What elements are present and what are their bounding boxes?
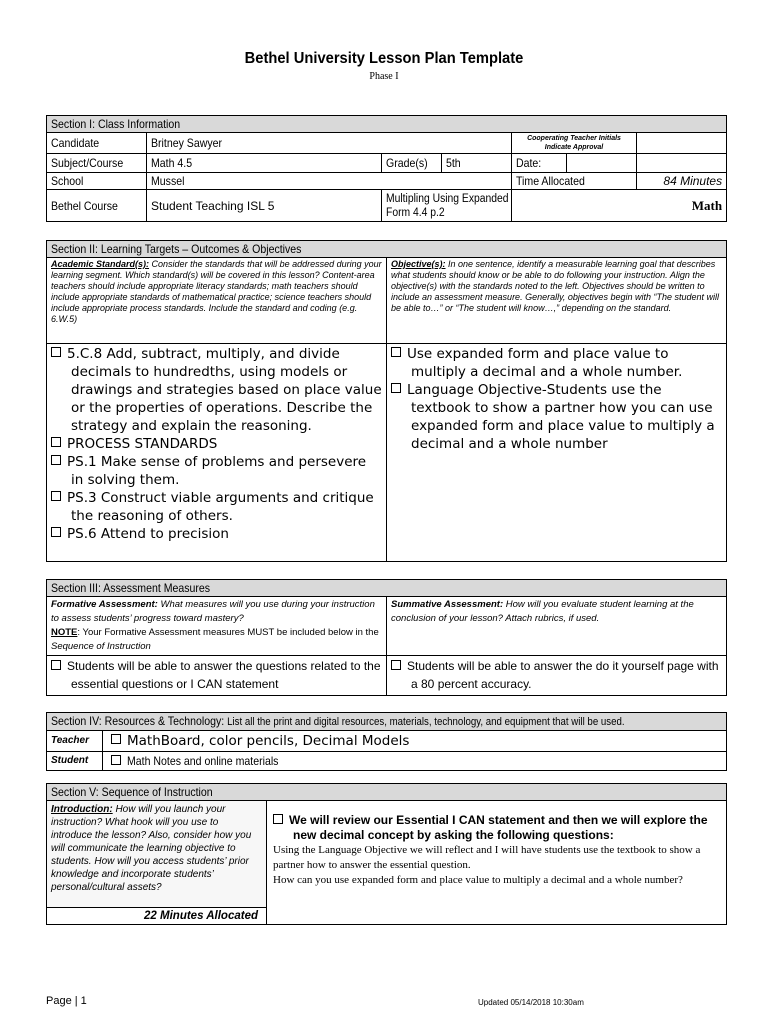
checkbox-icon <box>51 527 61 537</box>
class-info-table <box>46 115 727 222</box>
list-item: Use expanded form and place value to multiply a decimal and a whole number. <box>391 345 722 381</box>
date-label: Date: <box>512 154 567 173</box>
introduction-statement: We will review our Essential I CAN statement and then we will explore the new decimal concept by asking the following questions: <box>273 813 720 843</box>
student-label: Student <box>47 752 103 771</box>
section-5-heading: Section V: Sequence of Instruction <box>47 784 727 801</box>
section-4-heading: Section IV: Resources & Technology: List all the print and digital resources, materials, technology, and equipment that will be used. <box>47 713 727 731</box>
time-label: Time Allocated <box>512 173 637 190</box>
summative-prompt: Summative Assessment: How will you evaluate student learning at the conclusion of your lesson? Attach rubrics, if used. <box>387 597 727 656</box>
resources-table <box>46 712 727 771</box>
list-item: PS.6 Attend to precision <box>51 525 382 543</box>
standards-prompt: Academic Standard(s): Consider the standards that will be addressed during your learning segment. Which standard(s) will be covered in this lesson? Content-area teachers should include appropriate literacy standards; math teachers should include appropriate standards of mathematical practice; science teachers should include appropriate process standards. Include the standard and coding (e.g. 6.W.5) <box>47 258 387 344</box>
formative-prompt: Formative Assessment: What measures will you use during your instruction to assess students’ progress toward mastery? NOTE: Your Formative Assessment measures MUST be included below in the Sequence of Instruction <box>47 597 387 656</box>
cooperating-teacher-initials <box>637 133 727 154</box>
school-value: Mussel <box>147 173 512 190</box>
standards-list <box>47 344 387 562</box>
formative-answer: Students will be able to answer the questions related to the essential questions or I CAN statement <box>47 656 387 696</box>
list-item: 5.C.8 Add, subtract, multiply, and divide decimals to hundredths, using models or drawings and strategies based on place value or the properties of operations. Describe the strategy and explain the reasoning. <box>51 345 382 435</box>
objectives-prompt: Objective(s): In one sentence, identify a measurable learning goal that describes what students should know or be able to do following your instruction. Align the objective(s) with the standards noted to the left. Objectives should be written to include an assessment measure. Generally, objectives begin with “The student will be able to…” or “The student will know…,” depending on the standard. <box>387 258 727 344</box>
student-resources: Math Notes and online materials <box>103 752 727 771</box>
checkbox-icon <box>51 455 61 465</box>
checkbox-icon <box>111 755 121 765</box>
teacher-label: Teacher <box>47 731 103 752</box>
candidate-value: Britney Sawyer <box>147 133 512 154</box>
section-3-heading: Section III: Assessment Measures <box>47 580 727 597</box>
page-title: Bethel University Lesson Plan Template <box>244 50 524 67</box>
summative-answer: Students will be able to answer the do it yourself page with a 80 percent accuracy. <box>387 656 727 696</box>
checkbox-icon <box>51 347 61 357</box>
learning-targets-table <box>46 240 727 562</box>
grade-label: Grade(s) <box>382 154 442 173</box>
time-value: 84 Minutes <box>637 173 727 190</box>
introduction-line-1: Using the Language Objective we will reflect and I will have students use the textbook to show a partner how to answer the essential question. <box>273 844 701 871</box>
topic-value: Multipling Using Expanded Form 4.4 p.2 <box>382 190 512 222</box>
introduction-prompt-cell <box>47 801 267 925</box>
section-2-heading: Section II: Learning Targets – Outcomes & Objectives <box>47 241 727 258</box>
updated-date: Updated 05/14/2018 10:30am <box>478 998 584 1007</box>
subject-value: Math 4.5 <box>147 154 382 173</box>
checkbox-icon <box>391 660 401 670</box>
grade-value: 5th <box>442 154 512 173</box>
page-subtitle: Phase I <box>369 71 399 82</box>
candidate-label: Candidate <box>47 133 147 154</box>
checkbox-icon <box>51 437 61 447</box>
checkbox-icon <box>391 383 401 393</box>
list-item: PS.3 Construct viable arguments and critique the reasoning of others. <box>51 489 382 525</box>
section-1-heading: Section I: Class Information <box>47 116 727 133</box>
checkbox-icon <box>51 660 61 670</box>
list-item: PROCESS STANDARDS <box>51 435 382 453</box>
objectives-list <box>387 344 727 562</box>
course-value: Student Teaching ISL 5 <box>147 190 382 222</box>
introduction-content <box>267 801 727 925</box>
teacher-resources: MathBoard, color pencils, Decimal Models <box>103 731 727 752</box>
sequence-table <box>46 783 727 925</box>
school-label: School <box>47 173 147 190</box>
subject-area-value: Math <box>512 190 727 222</box>
assessment-table <box>46 579 727 696</box>
minutes-allocated: 22 Minutes Allocated <box>144 910 258 922</box>
checkbox-icon <box>111 734 121 744</box>
date-extra <box>637 154 727 173</box>
checkbox-icon <box>273 814 283 824</box>
checkbox-icon <box>51 491 61 501</box>
list-item: Language Objective-Students use the textbook to show a partner how you can use expanded form and place value to multiply a decimal and a whole number <box>391 381 722 453</box>
introduction-line-2: How can you use expanded form and place value to multiply a decimal and a whole number? <box>273 874 683 886</box>
list-item: PS.1 Make sense of problems and persevere in solving them. <box>51 453 382 489</box>
date-value <box>567 154 637 173</box>
course-label: Bethel Course <box>47 190 147 222</box>
page-number: Page | 1 <box>46 995 87 1007</box>
cooperating-teacher-label: Cooperating Teacher Initials Indicate Approval <box>512 133 637 154</box>
checkbox-icon <box>391 347 401 357</box>
introduction-prompt: Introduction: How will you launch your instruction? What hook will you use to introduce the lesson? Also, consider how you will communicate the learning objective to students. How will you access students’ prior knowledge and incorporate students’ personal/cultural assets? <box>47 801 266 908</box>
subject-label: Subject/Course <box>47 154 147 173</box>
